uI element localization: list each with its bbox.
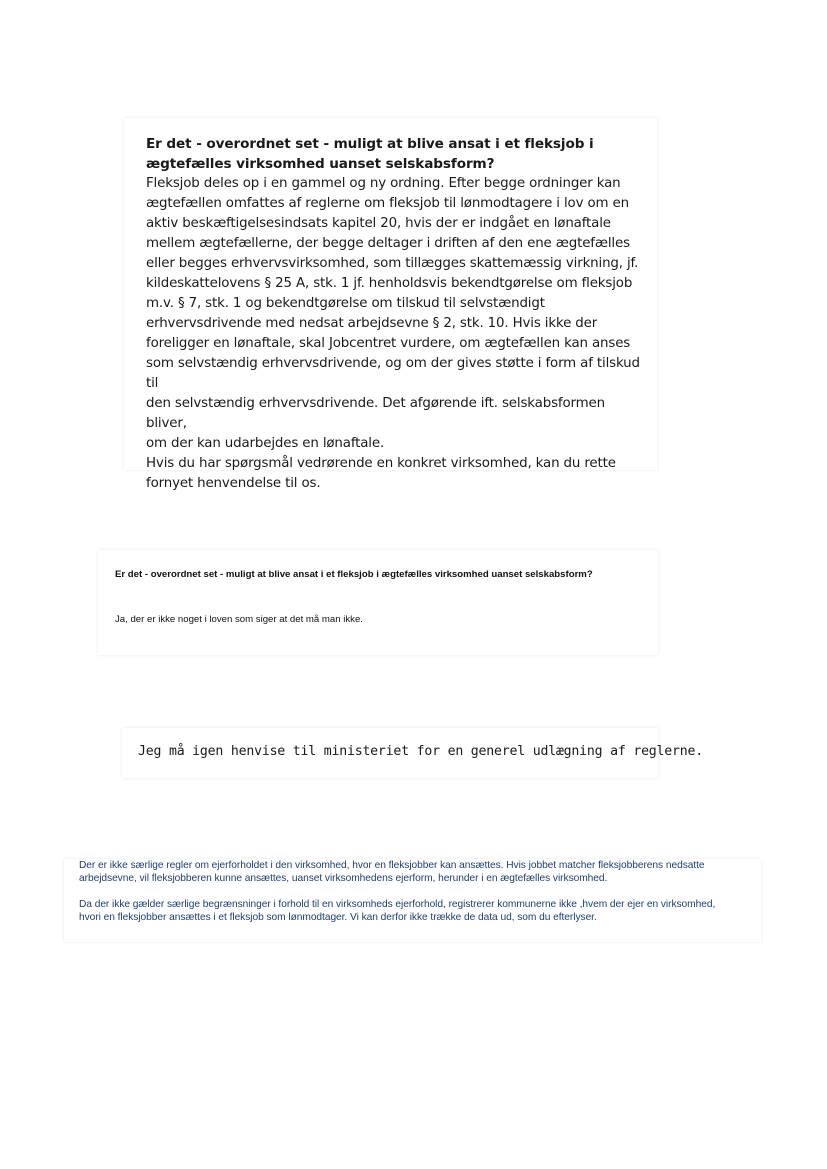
- card3-text: Jeg må igen henvise til ministeriet for en generel udlægning af reglerne.: [138, 744, 703, 759]
- card4-paragraph-1: [79, 859, 751, 885]
- card1-answer-line: ægtefællen omfattes af reglerne om fleksjob til lønmodtagere i lov om en: [146, 196, 629, 211]
- email-excerpt-card-4: [64, 859, 761, 942]
- card1-answer-line: om der kan udarbejdes en lønaftale.: [146, 436, 385, 451]
- card1-answer-line: foreligger en lønaftale, skal Jobcentret vurdere, om ægtefællen kan anses: [146, 336, 631, 351]
- card4-paragraph-2-line: Da der ikke gælder særlige begrænsninger i forhold til en virksomheds ejerforhold, registrerer kommunerne ikke ,hvem der ejer en virksomhed,: [79, 899, 716, 910]
- card1-answer-line: aktiv beskæftigelsesindsats kapitel 20, hvis der er indgået en lønaftale: [146, 216, 611, 231]
- email-excerpt-card-2: [98, 550, 658, 655]
- card4-paragraph-2: [79, 898, 751, 924]
- card1-question: Er det - overordnet set - muligt at blive ansat i et fleksjob i ægtefælles virksomhed uanset selskabsform?: [146, 136, 594, 172]
- card1-answer-line: den selvstændig erhvervsdrivende. Det afgørende ift. selskabsformen bliver,: [146, 396, 605, 431]
- card1-answer-line: eller begges erhvervsvirksomhed, som tillægges skattemæssig virkning, jf.: [146, 256, 639, 271]
- card1-answer-line: Fleksjob deles op i en gammel og ny ordning. Efter begge ordninger kan: [146, 176, 621, 191]
- card2-question: Er det - overordnet set - muligt at blive ansat i et fleksjob i ægtefælles virksomhed uanset selskabsform?: [115, 569, 593, 580]
- card1-answer: [146, 174, 643, 494]
- card1-answer-line: fornyet henvendelse til os.: [146, 476, 321, 491]
- card4-paragraph-1-line: arbejdsevne, vil fleksjobberen kunne ansættes, uanset virksomhedens ejerform, herunder i en ægtefælles virksomhed.: [79, 873, 608, 884]
- email-excerpt-card-1: [124, 118, 657, 491]
- card1-answer-line: som selvstændig erhvervsdrivende, og om der gives støtte i form af tilskud til: [146, 356, 640, 391]
- card1-answer-line: m.v. § 7, stk. 1 og bekendtgørelse om tilskud til selvstændigt: [146, 296, 545, 311]
- card1-answer-line: mellem ægtefællerne, der begge deltager i driften af den ene ægtefælles: [146, 236, 630, 251]
- card1-answer-line: kildeskattelovens § 25 A, stk. 1 jf. henholdsvis bekendtgørelse om fleksjob: [146, 276, 633, 291]
- card2-answer: Ja, der er ikke noget i loven som siger at det må man ikke.: [115, 614, 363, 625]
- card1-answer-line: erhvervsdrivende med nedsat arbejdsevne § 2, stk. 10. Hvis ikke der: [146, 316, 598, 331]
- email-excerpt-card-3: [122, 728, 703, 778]
- card1-answer-line: Hvis du har spørgsmål vedrørende en konkret virksomhed, kan du rette: [146, 456, 616, 471]
- card4-paragraph-1-line: Der er ikke særlige regler om ejerforholdet i den virksomhed, hvor en fleksjobber kan ansættes. Hvis jobbet matcher fleksjobberens nedsatte: [79, 860, 705, 871]
- card4-paragraph-2-line: hvori en fleksjobber ansættes i et fleksjob som lønmodtager. Vi kan derfor ikke trække de data ud, som du efterlyser.: [79, 912, 597, 923]
